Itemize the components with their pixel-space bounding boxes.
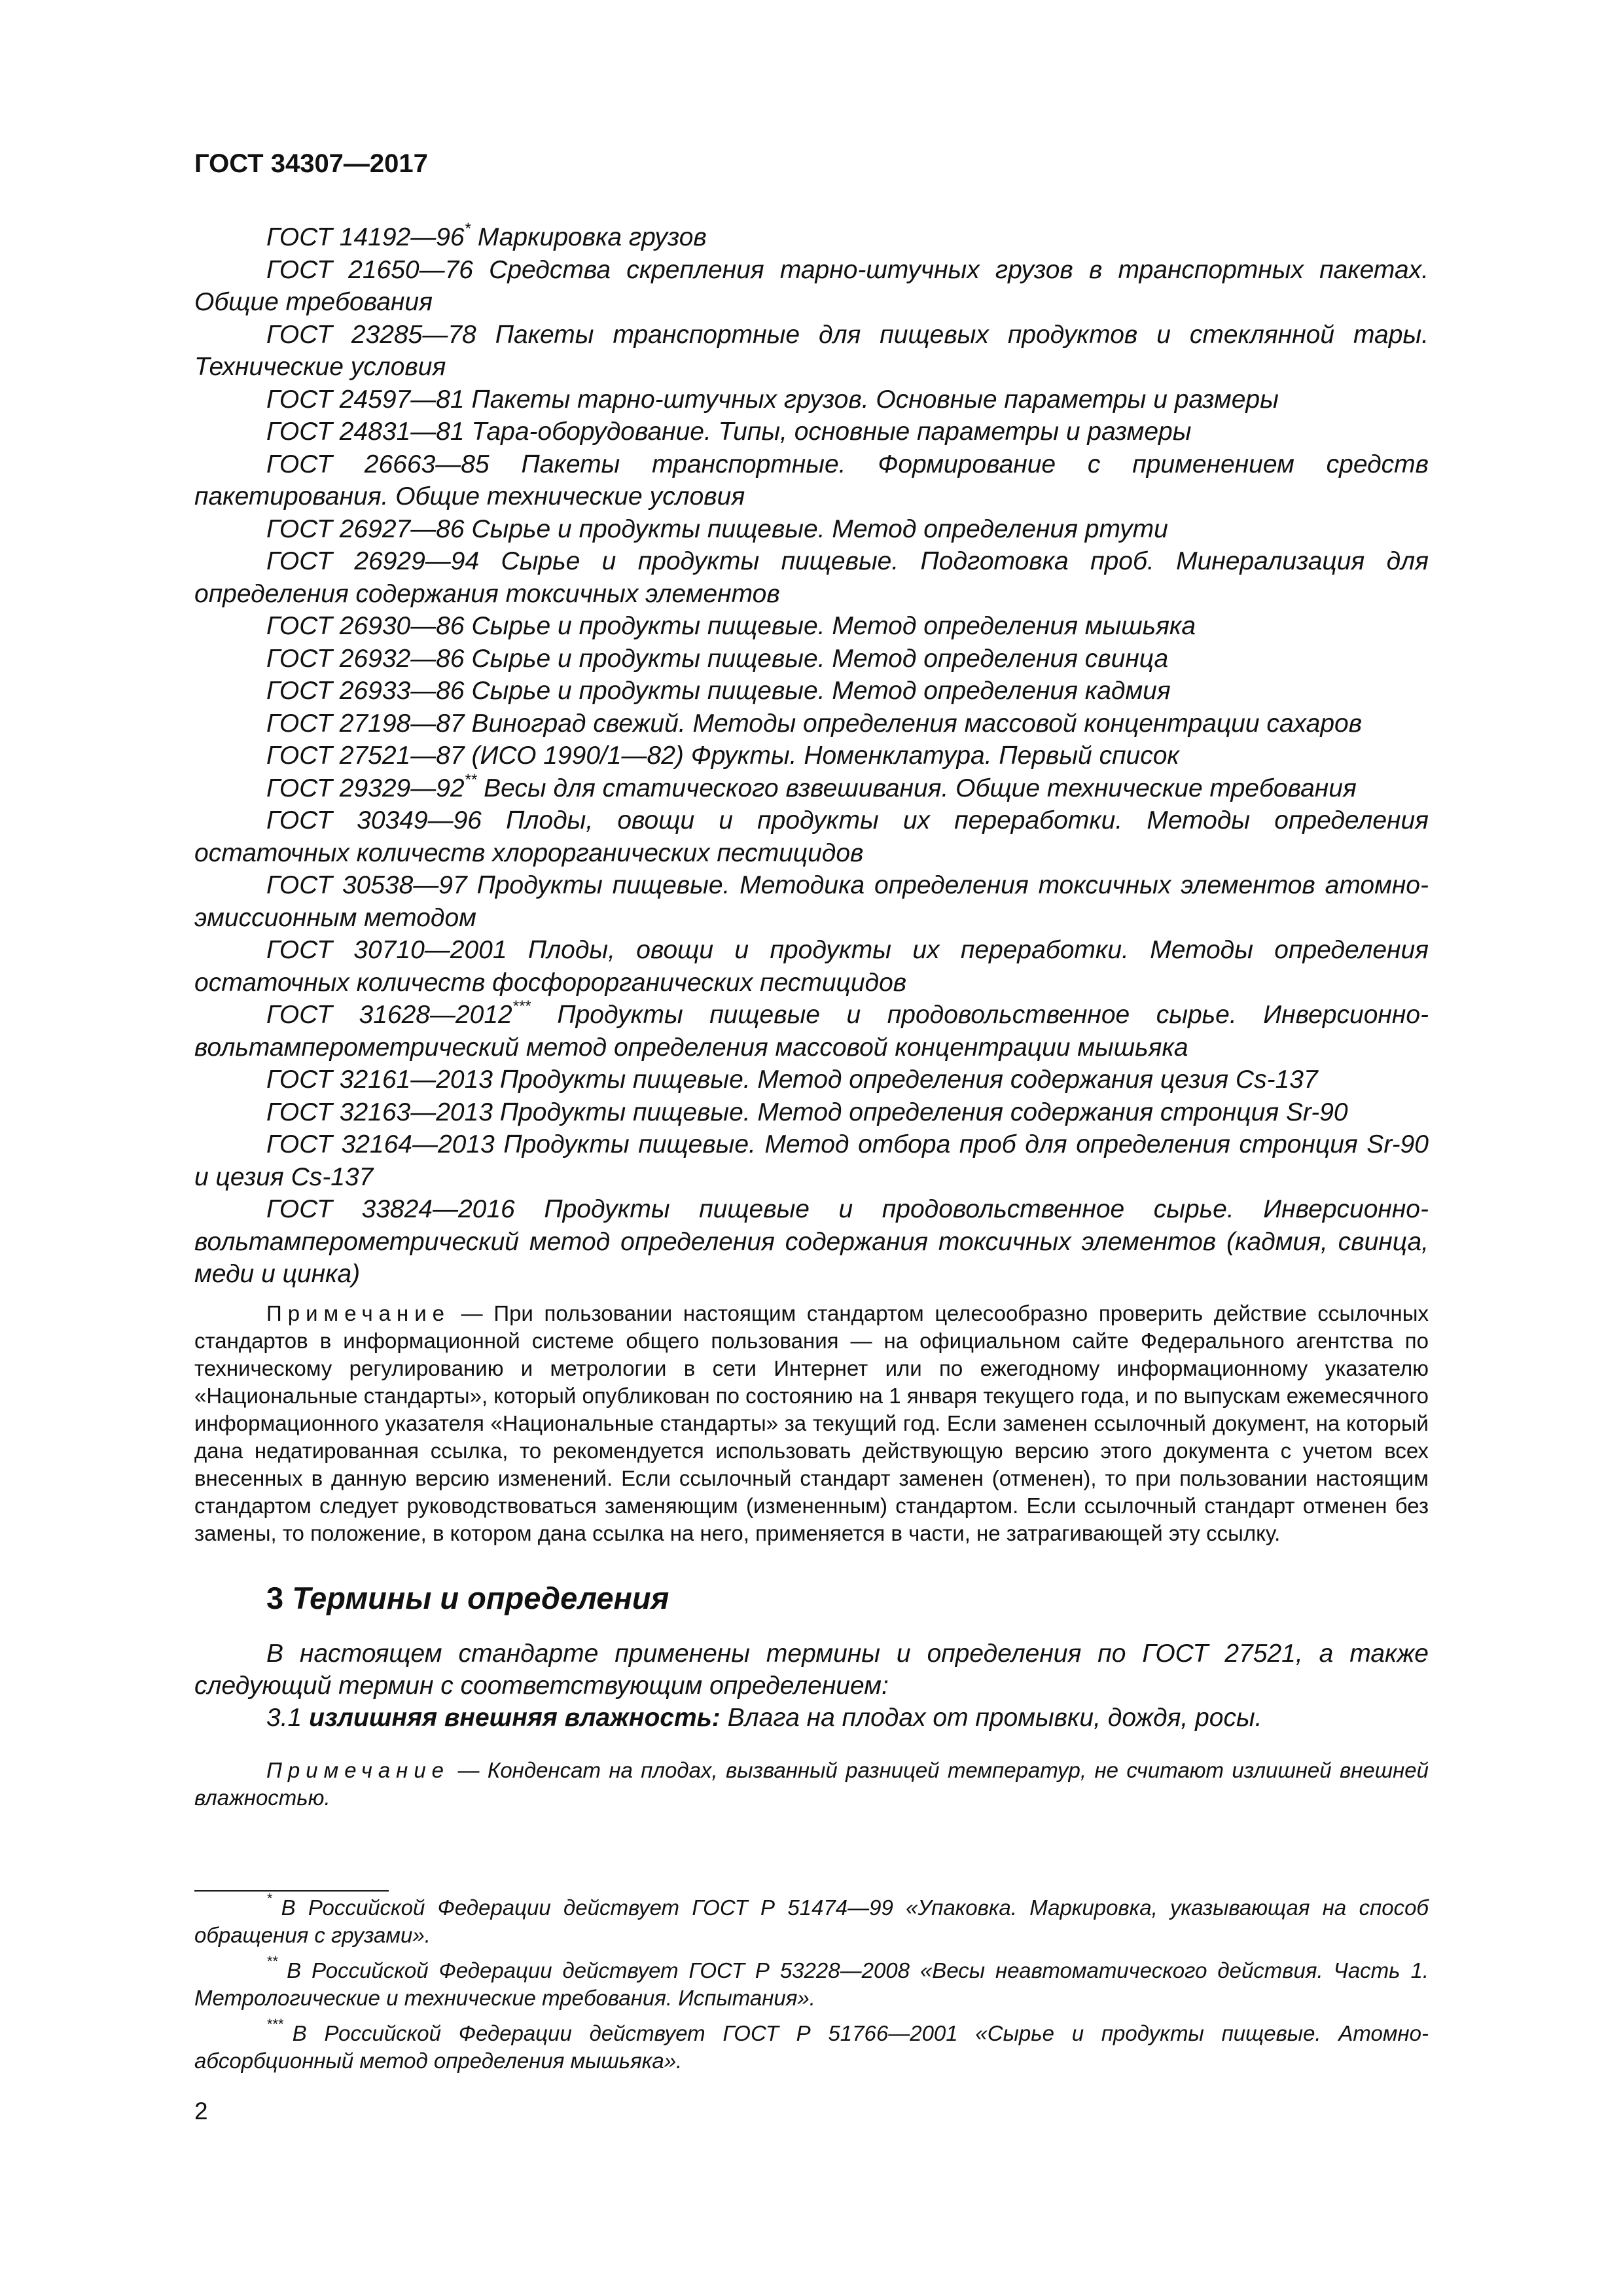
reference-item bbox=[194, 319, 1429, 384]
reference-code: ГОСТ 30349—96 bbox=[266, 806, 482, 834]
reference-code: ГОСТ 31628—2012 bbox=[266, 1001, 512, 1029]
footnote bbox=[194, 2016, 1429, 2075]
reference-title: Продукты пищевые. Метод определения содержания стронция Sr-90 bbox=[499, 1098, 1348, 1126]
reference-title: Пакеты транспортные. Формирование с применением средств пакетирования. Общие технические условия bbox=[194, 450, 1429, 511]
note-paragraph bbox=[194, 1300, 1429, 1547]
reference-title: Сырье и продукты пищевые. Метод определения мышьяка bbox=[471, 612, 1196, 640]
reference-item bbox=[194, 513, 1429, 546]
section-title: Термины и определения bbox=[292, 1580, 669, 1615]
normative-references-list bbox=[194, 221, 1429, 1291]
reference-title: Пакеты тарно-штучных грузов. Основные параметры и размеры bbox=[471, 385, 1279, 414]
footnote-mark: * bbox=[464, 220, 471, 238]
term-number: 3.1 bbox=[266, 1703, 302, 1732]
term-text: Влага на плодах от промывки, дождя, росы. bbox=[727, 1703, 1262, 1732]
reference-item bbox=[194, 1128, 1429, 1193]
footnote-mark: ** bbox=[266, 1953, 278, 1969]
term-definition bbox=[194, 1702, 1429, 1734]
reference-code: ГОСТ 32164—2013 bbox=[266, 1130, 495, 1158]
reference-item bbox=[194, 545, 1429, 610]
footnote-mark: *** bbox=[266, 2016, 283, 2032]
reference-code: ГОСТ 30538—97 bbox=[266, 871, 467, 899]
reference-title: Тара-оборудование. Типы, основные параметры и размеры bbox=[471, 418, 1192, 446]
reference-item bbox=[194, 708, 1429, 740]
reference-title: Продукты пищевые. Метод определения содержания цезия Cs-137 bbox=[499, 1066, 1318, 1094]
reference-item bbox=[194, 772, 1429, 805]
reference-item bbox=[194, 448, 1429, 513]
footnotes bbox=[194, 1890, 1429, 2083]
reference-title: Средства скрепления тарно-штучных грузов в транспортных пакетах. Общие требования bbox=[194, 255, 1429, 316]
reference-code: ГОСТ 26927—86 bbox=[266, 514, 465, 543]
reference-title: Сырье и продукты пищевые. Метод определения кадмия bbox=[471, 677, 1171, 705]
reference-code: ГОСТ 21650—76 bbox=[266, 255, 473, 284]
reference-code: ГОСТ 23285—78 bbox=[266, 320, 476, 349]
section-heading bbox=[194, 1580, 1429, 1617]
reference-item bbox=[194, 1096, 1429, 1129]
reference-title: Плоды, овощи и продукты их переработки. Методы определения остаточных количеств хлорорганических пестицидов bbox=[194, 806, 1429, 867]
reference-title: Продукты пищевые и продовольственное сырье. Инверсионно-вольтамперометрический метод определения содержания токсичных элементов (кадмия, свинца, меди и цинка) bbox=[194, 1195, 1429, 1288]
footnote bbox=[194, 1953, 1429, 2012]
reference-code: ГОСТ 32161—2013 bbox=[266, 1066, 493, 1094]
reference-title: Сырье и продукты пищевые. Подготовка проб. Минерализация для определения содержания токсичных элементов bbox=[194, 547, 1429, 608]
page-content bbox=[194, 221, 1429, 1812]
reference-code: ГОСТ 29329—92 bbox=[266, 774, 465, 802]
footnote-text: В Российской Федерации действует ГОСТ Р 51766—2001 «Сырье и продукты пищевые. Атомно-абсорбционный метод определения мышьяка». bbox=[194, 2021, 1429, 2073]
reference-code: ГОСТ 32163—2013 bbox=[266, 1098, 493, 1126]
reference-code: ГОСТ 26929—94 bbox=[266, 547, 480, 575]
reference-code: ГОСТ 27198—87 bbox=[266, 709, 465, 738]
reference-item bbox=[194, 1193, 1429, 1291]
footnote-text: В Российской Федерации действует ГОСТ Р 51474—99 «Упаковка. Маркировка, указывающая на способ обращения с грузами». bbox=[194, 1895, 1429, 1947]
term-note-dash: — bbox=[450, 1757, 488, 1782]
page-header: ГОСТ 34307—2017 bbox=[194, 149, 428, 178]
reference-title: Продукты пищевые. Методика определения токсичных элементов атомно-эмиссионным методом bbox=[194, 871, 1429, 932]
footnote-text: В Российской Федерации действует ГОСТ Р 53228—2008 «Весы неавтоматического действия. Часть 1. Метрологические и технические требования. Испытания». bbox=[194, 1958, 1429, 2010]
reference-title: Сырье и продукты пищевые. Метод определения ртути bbox=[471, 514, 1168, 543]
reference-title: Продукты пищевые и продовольственное сырье. Инверсионно-вольтамперометрический метод определения массовой концентрации мышьяка bbox=[194, 1001, 1429, 1062]
reference-title: Маркировка грузов bbox=[477, 223, 707, 251]
reference-code: ГОСТ 30710—2001 bbox=[266, 936, 507, 964]
reference-item bbox=[194, 221, 1429, 254]
reference-code: ГОСТ 26930—86 bbox=[266, 612, 465, 640]
reference-code: ГОСТ 27521—87 bbox=[266, 742, 465, 770]
reference-item bbox=[194, 1064, 1429, 1096]
note-dash: — bbox=[450, 1300, 494, 1325]
section-number: 3 bbox=[266, 1580, 284, 1615]
reference-title: Пакеты транспортные для пищевых продуктов и стеклянной тары. Технические условия bbox=[194, 320, 1429, 381]
term-note bbox=[194, 1757, 1429, 1812]
page-number: 2 bbox=[194, 2098, 208, 2125]
reference-code: ГОСТ 26933—86 bbox=[266, 677, 465, 705]
reference-item bbox=[194, 643, 1429, 675]
reference-title: Весы для статического взвешивания. Общие технические требования bbox=[484, 774, 1357, 802]
footnote-mark: *** bbox=[512, 997, 531, 1015]
term-note-text: Конденсат на плодах, вызванный разницей температур, не считают излишней внешней влажностью. bbox=[194, 1757, 1429, 1810]
reference-item bbox=[194, 254, 1429, 319]
section-intro: В настоящем стандарте применены термины и определения по ГОСТ 27521, а также следующий термин с соответствующим определением: bbox=[194, 1639, 1429, 1700]
reference-item bbox=[194, 804, 1429, 869]
term-name: излишняя внешняя влажность: bbox=[309, 1703, 721, 1732]
reference-title: Сырье и продукты пищевые. Метод определения свинца bbox=[471, 644, 1169, 673]
footnote-separator bbox=[194, 1890, 389, 1892]
reference-title: (ИСО 1990/1—82) Фрукты. Номенклатура. Первый список bbox=[471, 742, 1179, 770]
term-note-label: Примечание bbox=[266, 1757, 450, 1782]
footnote-mark: * bbox=[266, 1890, 272, 1907]
reference-code: ГОСТ 33824—2016 bbox=[266, 1195, 515, 1223]
note-label: Примечание bbox=[266, 1300, 451, 1325]
reference-item bbox=[194, 869, 1429, 934]
reference-title: Продукты пищевые. Метод отбора проб для определения стронция Sr-90 и цезия Cs-137 bbox=[194, 1130, 1429, 1191]
reference-title: Виноград свежий. Методы определения массовой концентрации сахаров bbox=[471, 709, 1363, 738]
footnote bbox=[194, 1890, 1429, 1949]
reference-item bbox=[194, 675, 1429, 708]
note-text: При пользовании настоящим стандартом целесообразно проверить действие ссылочных стандартов в информационной системе общего пользования — на официальном сайте Федерального агентства по техническому регулированию и метрологии в сети Интернет или по ежегодному информационному указателю «Национальные стандарты», который опубликован по состоянию на 1 января текущего года, и по выпускам ежемесячного информационного указателя «Национальные стандарты» за текущий год. Если заменен ссылочный документ, на который дана недатированная ссылка, то рекомендуется использовать действующую версию этого документа с учетом всех внесенных в данную версию изменений. Если ссылочный стандарт заменен (отменен), то при пользовании настоящим стандартом следует руководствоваться заменяющим (измененным) стандартом. Если ссылочный стандарт отменен без замены, то положение, в котором дана ссылка на него, применяется в части, не затрагивающей эту ссылку. bbox=[194, 1300, 1429, 1545]
reference-item bbox=[194, 999, 1429, 1064]
reference-item bbox=[194, 610, 1429, 643]
reference-item bbox=[194, 934, 1429, 999]
reference-code: ГОСТ 14192—96 bbox=[266, 223, 465, 251]
reference-code: ГОСТ 24597—81 bbox=[266, 385, 465, 414]
reference-item bbox=[194, 740, 1429, 772]
reference-code: ГОСТ 26663—85 bbox=[266, 450, 490, 478]
reference-title: Плоды, овощи и продукты их переработки. Методы определения остаточных количеств фосфорорганических пестицидов bbox=[194, 936, 1429, 997]
reference-item bbox=[194, 416, 1429, 448]
reference-item bbox=[194, 384, 1429, 416]
footnote-mark: ** bbox=[464, 770, 477, 789]
reference-code: ГОСТ 26932—86 bbox=[266, 644, 465, 673]
reference-code: ГОСТ 24831—81 bbox=[266, 418, 465, 446]
